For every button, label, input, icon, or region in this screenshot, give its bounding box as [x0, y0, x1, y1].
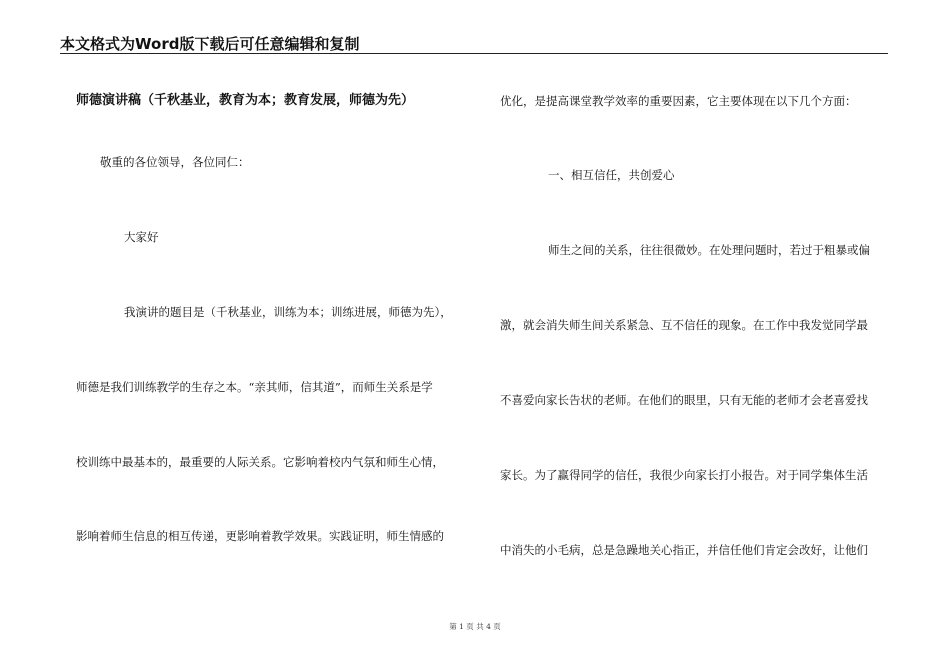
- body-line: 不喜爱向家长告状的老师。在他们的眼里，只有无能的老师才会老喜爱找: [500, 393, 868, 407]
- banner-divider: [60, 53, 888, 54]
- body-line: 师生之间的关系，往往很微妙。在处理问题时，若过于粗暴或偏: [548, 243, 870, 257]
- body-line: 激，就会消失师生间关系紧急、互不信任的现象。在工作中我发觉同学最: [500, 318, 868, 332]
- body-line: 优化，是提高课堂教学效率的重要因素，它主要体现在以下几个方面：: [500, 94, 857, 108]
- speech-title: 师德演讲稿（千秋基业，教育为本；教育发展，师德为先）: [76, 93, 415, 108]
- document-banner: 本文格式为Word版下载后可任意编辑和复制: [60, 35, 360, 53]
- body-line: 影响着师生信息的相互传递，更影响着教学效果。实践证明，师生情感的: [76, 529, 444, 543]
- body-line: 我演讲的题目是（千秋基业，训练为本；训练进展，师德为先），: [124, 305, 452, 319]
- salutation-line: 敬重的各位领导，各位同仁：: [100, 155, 250, 169]
- body-line: 校训练中最基本的，最重要的人际关系。它影响着校内气氛和师生心情，: [76, 455, 444, 469]
- body-line: 家长。为了赢得同学的信任，我很少向家长打小报告。对于同学集体生活: [500, 468, 868, 482]
- page-number: 第 1 页 共 4 页: [449, 622, 501, 631]
- greeting-line: 大家好: [124, 230, 159, 244]
- body-line: 师德是我们训练教学的生存之本。“亲其师，信其道”，而师生关系是学: [76, 380, 433, 394]
- section-heading: 一、相互信任，共创爱心: [548, 168, 675, 182]
- body-line: 中消失的小毛病，总是急躁地关心指正，并信任他们肯定会改好，让他们: [500, 543, 868, 557]
